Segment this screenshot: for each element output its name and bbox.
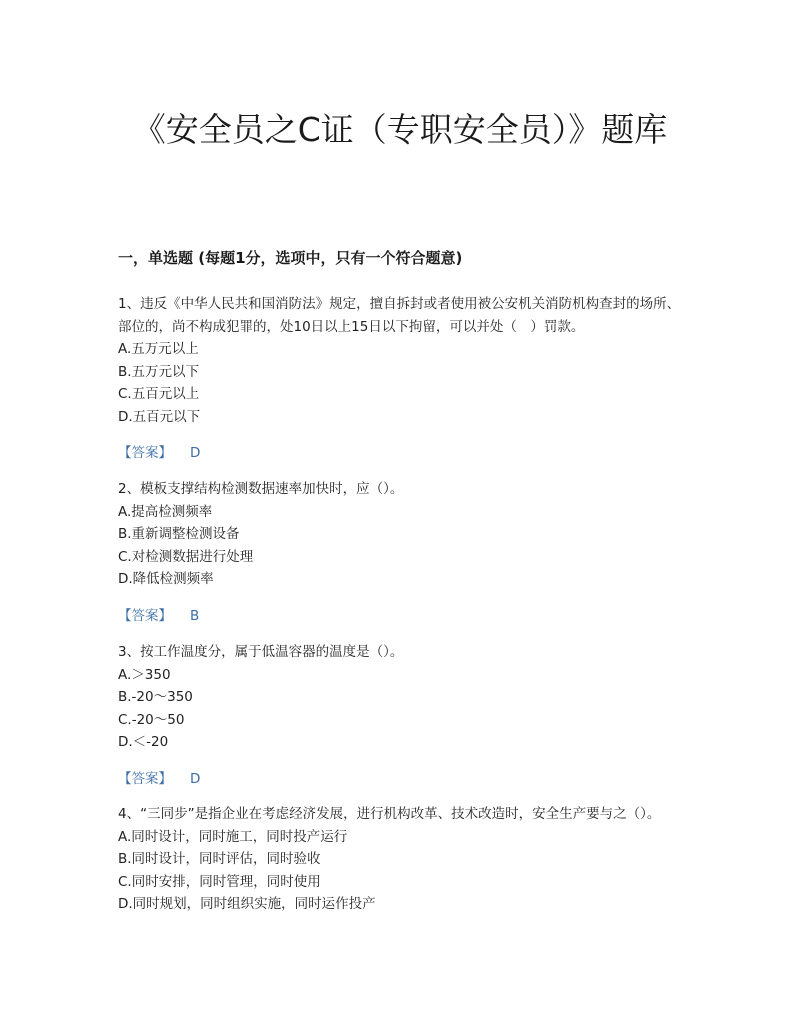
- answer-value: D: [190, 770, 201, 787]
- option-d: D.降低检测频率: [118, 571, 214, 587]
- option-c: C.-20～50: [118, 711, 185, 728]
- question-stem: 1、违反《中华人民共和国消防法》规定，擅自拆封或者使用被公安机关消防机构查封的场所、部位的，尚不构成犯罪的，处10日以上15日以下拘留，可以并处（ ）罚款。: [118, 296, 681, 335]
- option-c: C.同时安排，同时管理，同时使用: [118, 873, 321, 890]
- option-c: C.五百元以上: [118, 386, 200, 402]
- question-4: [118, 803, 682, 916]
- option-d: D.＜-20: [118, 734, 169, 750]
- answer-label: 【答案】: [118, 445, 172, 461]
- answer-value: D: [190, 445, 201, 461]
- answer-label: 【答案】: [118, 770, 172, 787]
- question-2: [118, 478, 682, 627]
- option-d: D.同时规划，同时组织实施，同时运作投产: [118, 896, 376, 912]
- question-stem: 2、模板支撑结构检测数据速率加快时，应（）。: [118, 481, 404, 497]
- document-title: 《安全员之C证（专职安全员）》题库: [132, 110, 668, 149]
- option-b: B.-20～350: [118, 689, 193, 705]
- question-1: [118, 293, 682, 465]
- option-a: A.五万元以上: [118, 341, 199, 357]
- option-d: D.五百元以下: [118, 408, 201, 425]
- section-heading: 一，单选题 (每题1分，选项中，只有一个符合题意): [118, 249, 463, 267]
- option-b: B.五万元以下: [118, 363, 200, 380]
- option-a: A.同时设计，同时施工，同时投产运行: [118, 828, 348, 845]
- question-3: [118, 641, 682, 790]
- answer-line: [118, 605, 682, 628]
- option-c: C.对检测数据进行处理: [118, 548, 254, 565]
- question-stem: 3、按工作温度分，属于低温容器的温度是（）。: [118, 644, 404, 660]
- option-a: A.＞350: [118, 666, 171, 683]
- answer-label: 【答案】: [118, 607, 172, 624]
- option-b: B.重新调整检测设备: [118, 526, 240, 542]
- question-stem: 4、“三同步”是指企业在考虑经济发展，进行机构改革、技术改造时，安全生产要与之（）。: [118, 806, 661, 822]
- answer-value: B: [190, 607, 200, 624]
- option-a: A.提高检测频率: [118, 503, 213, 520]
- answer-line: [118, 442, 682, 465]
- answer-line: [118, 768, 682, 791]
- option-b: B.同时设计，同时评估，同时验收: [118, 851, 321, 867]
